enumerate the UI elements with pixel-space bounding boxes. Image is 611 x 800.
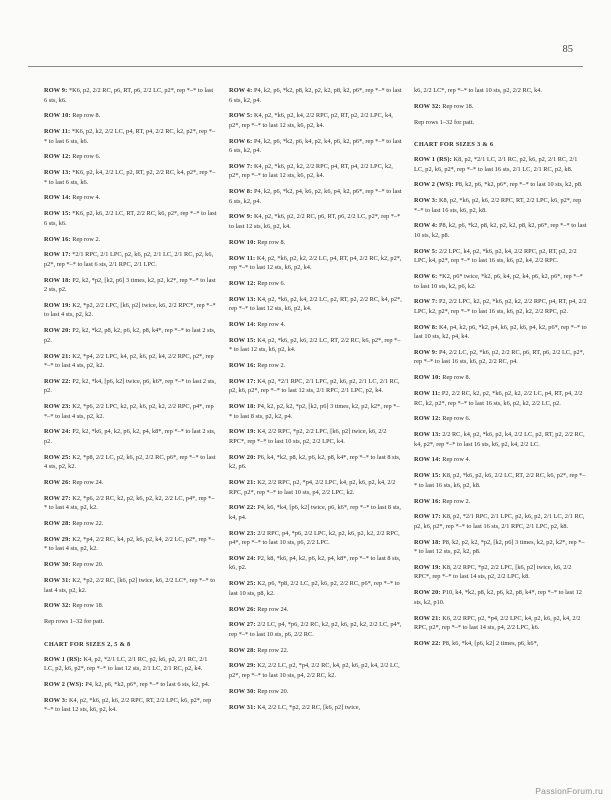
row-instructions: K8, p2, *k6, p2, k6, 2/2 RPC, RT, 2/2 LPC, k6, p2*, rep *–* to last 16 sts, k6, p2, k8. bbox=[414, 197, 582, 214]
pattern-row bbox=[44, 377, 217, 396]
row-label: ROW 17: bbox=[44, 251, 71, 259]
pattern-row bbox=[229, 137, 402, 156]
row-label: ROW 28: bbox=[229, 646, 256, 654]
row-instructions: P4, k2, p6, *k2, p8, k2, p2, k2, p8, k2, p6*, rep *–* to last 6 sts, k2, p4. bbox=[229, 87, 402, 104]
row-label: ROW 5: bbox=[414, 247, 438, 255]
pattern-row bbox=[44, 617, 217, 627]
pattern-row bbox=[229, 579, 402, 598]
row-label: ROW 31: bbox=[229, 703, 256, 711]
row-label: ROW 32: bbox=[414, 102, 441, 110]
row-label: ROW 26: bbox=[44, 479, 71, 487]
row-instructions: 2/2 LPC, k4, p2, *k6, p2, k4, 2/2 RPC, p2, RT, p2, 2/2 LPC, k4, p2*, rep *–* to last 16 sts, k6, p2, k4, 2/2 RPC. bbox=[414, 247, 577, 265]
row-label: ROW 29: bbox=[44, 535, 71, 543]
pattern-row bbox=[414, 471, 587, 490]
pattern-row bbox=[44, 250, 217, 269]
row-instructions: K4, 2/2 RPC, *p2, 2/2 LPC, [k6, p2] twice, k6, 2/2 RPC*, rep *–* to last 10 sts, p2, 2/2 LPC, k4. bbox=[229, 428, 387, 445]
row-label: ROW 30: bbox=[44, 561, 71, 569]
pattern-row bbox=[229, 111, 402, 130]
row-instructions: K2, *p4, 2/2 LPC, k4, p2, k6, p2, k4, 2/2 RPC, p2*, rep *–* to last 4 sts, p2, k2. bbox=[44, 352, 214, 370]
row-instructions: K2, *p8, 2/2 LC, p2, k6, p2, 2/2 RC, p6*, rep *–* to last 4 sts, p2, k2. bbox=[44, 453, 216, 471]
pattern-row bbox=[414, 323, 587, 342]
pattern-row bbox=[414, 563, 587, 582]
pattern-row bbox=[229, 295, 402, 314]
pattern-row bbox=[44, 111, 217, 121]
watermark: PassionForum.ru bbox=[535, 786, 603, 796]
pattern-row bbox=[414, 497, 587, 507]
row-instructions: 2/2 LC, p4, *p6, 2/2 RC, k2, p2, k6, p2, k2, 2/2 LC, p4*, rep *–* to last 10 sts, p6, 2/2 RC. bbox=[229, 621, 402, 638]
pattern-row bbox=[44, 168, 217, 187]
row-instructions: 2/2 RPC, p4, *p6, 2/2 LPC, k2, p2, k6, p2, k2, 2/2 RPC, p4*, rep *–* to last 10 sts, p6, 2/2 LPC. bbox=[229, 529, 400, 547]
pattern-row bbox=[414, 247, 587, 266]
row-instructions: P4, 2/2 LC, p2, *k6, p2, 2/2 RC, p6, RT, p6, 2/2 LC, p2*, rep *–* to last 16 sts, k6, p2, 2/2 RC, p4. bbox=[414, 348, 585, 366]
row-label: ROW 26: bbox=[229, 605, 256, 613]
row-instructions: *K6, p2, k6, 2/2 LC, RT, 2/2 RC, k6, p2*, rep *–* to last 6 sts, k6. bbox=[44, 210, 217, 227]
row-label: ROW 11: bbox=[229, 254, 256, 262]
row-label: ROW 23: bbox=[44, 403, 71, 411]
section-heading: CHART FOR SIZES 2, 5 & 8 bbox=[44, 640, 131, 648]
row-label: ROW 1 (RS): bbox=[414, 156, 452, 164]
row-label: ROW 30: bbox=[229, 687, 256, 695]
row-label: ROW 14: bbox=[414, 456, 441, 464]
row-instructions: Rep row 6. bbox=[255, 279, 286, 287]
row-instructions: P2, 2/2 LPC, k2, p2, *k6, p2, k2, 2/2 RPC, p4, RT, p4, 2/2 LPC, k2, p2*, rep *–* to last 16 sts, k6, p2, k2, 2/2 RPC, p2. bbox=[414, 298, 587, 315]
row-instructions: K2, *p4, 2/2 RC, k4, p2, k6, p2, k4, 2/2 LC, p2*, rep *–* to last 4 sts, p2, k2. bbox=[44, 535, 215, 553]
row-label: ROW 17: bbox=[229, 377, 256, 385]
row-instructions: Rep row 20. bbox=[70, 561, 104, 569]
row-label: ROW 9: bbox=[229, 213, 253, 221]
row-instructions: P10, k4, *k2, p8, k2, p6, k2, p8, k4*, rep *–* to last 12 sts, k2, p10. bbox=[414, 589, 582, 606]
row-instructions: K6, 2/2 RPC, p2, *p4, 2/2 LPC, k4, p2, k6, p2, k4, 2/2 RPC, p2*, rep *–* to last 14 sts, p4, 2/2 LPC, k6. bbox=[414, 614, 581, 632]
row-label: ROW 6: bbox=[229, 137, 253, 145]
pattern-row bbox=[229, 478, 402, 497]
text-columns bbox=[44, 86, 589, 721]
pattern-row bbox=[414, 389, 587, 408]
pattern-row bbox=[229, 377, 402, 396]
row-instructions: *K6, p2, k4, 2/2 LC, p2, RT, p2, 2/2 RC, k4, p2*, rep *–* to last 6 sts, k6. bbox=[44, 169, 216, 186]
row-instructions: Rep row 18. bbox=[440, 102, 474, 110]
row-instructions: P8, k2, p2, k2, *p2, [k2, p6] 3 times, k2, p2, k2*, rep *–* to last 12 sts, p2, k2, p8. bbox=[414, 538, 585, 556]
row-label: ROW 3: bbox=[414, 197, 438, 205]
pattern-row bbox=[229, 402, 402, 421]
pattern-row bbox=[414, 414, 587, 424]
row-label: ROW 18: bbox=[414, 538, 441, 546]
row-instructions: Rep row 2. bbox=[70, 235, 101, 243]
row-label: ROW 5: bbox=[229, 112, 253, 120]
pattern-row bbox=[414, 155, 587, 174]
row-instructions: K2, 2/2 RPC, p2, *p4, 2/2 LPC, k4, p2, k6, p2, k4, 2/2 RPC, p2*, rep *–* to last 10 sts, p4, 2/2 LPC, k2. bbox=[229, 479, 396, 496]
row-label: ROW 13: bbox=[414, 431, 441, 439]
row-instructions: P8, k2, p6, *k2, p8, k2, p2, k2, p8, k2, p6*, rep *–* to last 10 sts, k2, p8. bbox=[414, 222, 587, 239]
row-instructions: K4, p2, *2/1 LC, 2/1 RC, p2, k6, p2, 2/1 RC, 2/1 LC, p2, k6, p2*, rep *–* to last 12 sts, 2/1 LC, 2/1 RC, p2, k4. bbox=[44, 655, 208, 673]
row-label: ROW 9: bbox=[414, 348, 438, 356]
row-instructions: P8, k2, p6, *k2, p6*, rep *–* to last 10 sts, k2, p8. bbox=[453, 181, 583, 189]
row-label: ROW 15: bbox=[44, 210, 71, 218]
pattern-row bbox=[44, 193, 217, 203]
row-instructions: P2, k2, *k2, p8, k2, p6, k2, p8, k4*, rep *–* to last 2 sts, p2. bbox=[44, 327, 216, 344]
row-label: ROW 23: bbox=[229, 529, 256, 537]
pattern-row bbox=[414, 196, 587, 215]
pattern-row bbox=[414, 512, 587, 531]
pattern-row bbox=[229, 279, 402, 289]
row-label: ROW 11: bbox=[44, 128, 71, 136]
row-instructions: P4, k2, p6, *k2, p6*, rep *–* to last 6 sts, k2, p4. bbox=[83, 680, 210, 688]
pattern-row bbox=[44, 535, 217, 554]
pattern-row bbox=[229, 238, 402, 248]
row-label: ROW 16: bbox=[229, 362, 256, 370]
row-instructions: K8, 2/2 RPC, *p2, 2/2 LPC, [k6, p2] twice, k6, 2/2 RPC*, rep *–* to last 14 sts, p2, 2/2 LPC, k8. bbox=[414, 563, 572, 581]
pattern-row bbox=[229, 620, 402, 639]
pattern-row bbox=[229, 361, 402, 371]
row-label: ROW 18: bbox=[44, 276, 71, 284]
pattern-row bbox=[414, 86, 587, 96]
row-label: ROW 8: bbox=[229, 188, 253, 196]
row-instructions: Rep row 18. bbox=[70, 602, 104, 610]
pattern-row bbox=[44, 655, 217, 674]
pattern-row bbox=[414, 118, 587, 128]
row-instructions: K2, *p6, 2/2 LPC, k2, p2, k6, p2, k2, 2/2 RPC, p4*, rep *–* to last 4 sts, p2, k2. bbox=[44, 403, 214, 420]
row-label: ROW 4: bbox=[229, 87, 253, 94]
pattern-row bbox=[414, 272, 587, 291]
row-instructions: K4, p2, *k6, p2, k2, 2/2 LC, p4, RT, p4, 2/2 RC, k2, p2*, rep *–* to last 12 sts, k6, p2, k4. bbox=[229, 254, 402, 272]
pattern-row bbox=[229, 661, 402, 680]
row-instructions: *K6, p2, k2, 2/2 LC, p4, RT, p4, 2/2 RC, k2, p2*, rep *–* to last 6 sts, k6. bbox=[44, 128, 216, 145]
row-instructions: P4, k2, p2, k2, *p2, [k2, p6] 3 times, k2, p2, k2*, rep *–* to last 8 sts, p2, k2, p4. bbox=[229, 403, 400, 420]
row-label: ROW 21: bbox=[229, 479, 256, 487]
row-label: ROW 14: bbox=[44, 194, 71, 202]
row-label: ROW 21: bbox=[44, 352, 71, 360]
row-label: ROW 25: bbox=[229, 580, 256, 588]
row-label: ROW 32: bbox=[44, 602, 71, 610]
row-label: ROW 18: bbox=[229, 403, 256, 411]
row-instructions: *2/1 RPC, 2/1 LPC, p2, k6, p2, 2/1 LC, 2/1 RC, p2, k6, p2*, rep *–* to last 6 sts, 2/1 RPC, 2/1 LPC. bbox=[44, 251, 214, 268]
pattern-row bbox=[44, 276, 217, 295]
row-instructions: *K6, p2, 2/2 RC, p6, RT, p6, 2/2 LC, p2*, rep *–* to last 6 sts, k6. bbox=[44, 87, 214, 104]
row-label: ROW 13: bbox=[229, 295, 256, 303]
row-instructions: K4, p2, *k6, p2, k2, 2/2 RPC, p4, RT, p4, 2/2 LPC, k2, p2*, rep *–* to last 12 sts, k6, p2, k4. bbox=[229, 162, 393, 180]
pattern-row bbox=[229, 453, 402, 472]
row-instructions: K2, *p6, 2/2 RC, k2, p2, k6, p2, k2, 2/2 LC, p4*, rep *–* to last 4 sts, p2, k2. bbox=[44, 494, 215, 512]
pattern-row bbox=[229, 320, 402, 330]
row-instructions: P2, k2, *p2, [k2, p6] 3 times, k2, p2, k2*, rep *–* to last 2 sts, p2. bbox=[44, 276, 216, 294]
pattern-row bbox=[44, 601, 217, 611]
row-label: ROW 12: bbox=[414, 415, 441, 423]
column-middle bbox=[229, 86, 402, 721]
row-instructions: Rep row 2. bbox=[255, 362, 286, 370]
pattern-row bbox=[44, 235, 217, 245]
row-label: ROW 9: bbox=[44, 87, 68, 94]
pattern-row bbox=[44, 519, 217, 529]
pattern-row bbox=[414, 180, 587, 190]
row-label: ROW 19: bbox=[229, 428, 256, 436]
pattern-row bbox=[414, 297, 587, 316]
pattern-row bbox=[414, 221, 587, 240]
row-label: ROW 8: bbox=[414, 323, 438, 331]
pattern-row bbox=[414, 538, 587, 557]
row-label: ROW 20: bbox=[414, 589, 441, 597]
pattern-row bbox=[44, 352, 217, 371]
pattern-row bbox=[44, 127, 217, 146]
pattern-row bbox=[229, 187, 402, 206]
row-label: ROW 3: bbox=[44, 696, 68, 704]
row-instructions: K4, p2, *k6, p2, k4, 2/2 RPC, p2, RT, p2, 2/2 LPC, k4, p2*, rep *–* to last 12 sts, k6, p2, k4. bbox=[229, 112, 393, 129]
pattern-row bbox=[44, 696, 217, 715]
row-instructions: K8, p2, *2/1 RPC, 2/1 LPC, p2, k6, p2, 2/1 LC, 2/1 RC, p2, k6, p2*, rep *–* to last 16 sts, 2/1 RPC, 2/1 LPC, p2, k8. bbox=[414, 513, 585, 530]
row-instructions: Rep row 6. bbox=[70, 153, 101, 161]
pattern-row bbox=[414, 373, 587, 383]
row-label: ROW 19: bbox=[44, 301, 71, 309]
column-right bbox=[414, 86, 587, 721]
row-label: ROW 24: bbox=[229, 554, 256, 562]
row-label: ROW 4: bbox=[414, 222, 438, 230]
row-label: ROW 21: bbox=[414, 614, 441, 622]
row-label: ROW 15: bbox=[414, 472, 441, 480]
row-instructions: Rep row 4. bbox=[70, 194, 101, 202]
row-instructions: K4, 2/2 LC, *p2, 2/2 RC, [k6, p2] twice, bbox=[255, 703, 361, 711]
row-instructions: K4, p2, *k6, p2, k6, 2/2 RPC, RT, 2/2 LPC, k6, p2*, rep *–* to last 12 sts, k6, p2, k4. bbox=[44, 696, 212, 714]
row-instructions: K4, p2, *2/1 RPC, 2/1 LPC, p2, k6, p2, 2/1 LC, 2/1 RC, p2, k6, p2*, rep *–* to last 12 sts, 2/1 RPC, 2/1 LPC, p2, k4. bbox=[229, 377, 400, 395]
pattern-row bbox=[229, 687, 402, 697]
pattern-row bbox=[44, 494, 217, 513]
row-label: ROW 10: bbox=[229, 238, 256, 246]
row-label: ROW 20: bbox=[229, 453, 256, 461]
row-label: ROW 2 (WS): bbox=[44, 680, 84, 688]
row-instructions: Rep row 8. bbox=[440, 374, 471, 382]
row-instructions: Rep row 24. bbox=[255, 605, 289, 613]
row-label: ROW 11: bbox=[414, 390, 441, 398]
pattern-row bbox=[44, 576, 217, 595]
row-instructions: K4, p4, k2, p6, *k2, p4, k6, p2, k6, p4, k2, p6*, rep *–* to last 10 sts, k2, p4, k4. bbox=[414, 323, 587, 341]
row-instructions: Rep row 24. bbox=[70, 479, 104, 487]
row-instructions: P2, k2, *k4, [p6, k2] twice, p6, k6*, rep *–* to last 2 sts, p2. bbox=[44, 377, 216, 395]
column-left bbox=[44, 86, 217, 721]
row-label: ROW 13: bbox=[44, 169, 71, 177]
row-label: ROW 22: bbox=[229, 504, 256, 512]
row-instructions: P4, k2, p6, *k2, p4, k6, p2, k6, p4, k2, p6*, rep *–* to last 6 sts, k2, p4. bbox=[229, 188, 402, 205]
row-instructions: P4, k6, *k4, [p6, k2] twice, p6, k6*, rep *–* to last 8 sts, k4, p4. bbox=[229, 504, 401, 521]
row-label: ROW 14: bbox=[229, 320, 256, 328]
row-instructions: *K2, p6* twice, *k2, p6, k4, p2, k4, p6, k2, p6*, rep *–* to last 10 sts, k2, p6, k2. bbox=[414, 273, 583, 290]
row-label: ROW 19: bbox=[414, 563, 441, 571]
pattern-row bbox=[229, 162, 402, 181]
row-instructions: Rep row 8. bbox=[255, 238, 286, 246]
row-instructions: 2/2 RC, k4, p2, *k6, p2, k4, 2/2 LC, p2, RT, p2, 2/2 RC, k4, p2*, rep *–* to last 16 sts, k6, p2, k4, 2/2 LC. bbox=[414, 431, 585, 448]
row-instructions: Rep row 4. bbox=[440, 456, 471, 464]
row-instructions: K4, p2, *k6, p2, k4, 2/2 LC, p2, RT, p2, 2/2 RC, k4, p2*, rep *–* to last 12 sts, k6, p2, k4. bbox=[229, 295, 402, 313]
row-instructions: P4, k2, p6, *k2, p6, k4, p2, k4, p6, k2, p6*, rep *–* to last 6 sts, k2, p4. bbox=[229, 137, 402, 155]
pattern-row bbox=[44, 453, 217, 472]
pattern-row bbox=[229, 703, 402, 713]
pattern-row bbox=[229, 646, 402, 656]
row-label: ROW 1 (RS): bbox=[44, 655, 82, 663]
pattern-row bbox=[414, 102, 587, 112]
row-instructions: K2, 2/2 LC, p2, *p4, 2/2 RC, k4, p2, k6, p2, k4, 2/2 LC, p2*, rep *–* to last 10 sts, p4, 2/2 RC, k2. bbox=[229, 662, 400, 679]
row-instructions: Rep row 6. bbox=[440, 415, 471, 423]
page-number: 85 bbox=[562, 44, 573, 55]
row-label: ROW 12: bbox=[229, 279, 256, 287]
row-label: ROW 16: bbox=[44, 235, 71, 243]
row-instructions: K8, p2, *2/1 LC, 2/1 RC, p2, k6, p2, 2/1 RC, 2/1 LC, p2, k6, p2*, rep *–* to last 16 sts, 2/1 LC, 2/1 RC, p2, k8. bbox=[414, 156, 578, 173]
row-instructions: Rep row 4. bbox=[255, 320, 286, 328]
pattern-row bbox=[44, 427, 217, 446]
pattern-row bbox=[414, 639, 587, 649]
pattern-row bbox=[414, 614, 587, 633]
pattern-row bbox=[229, 605, 402, 615]
pattern-row bbox=[414, 455, 587, 465]
pattern-row bbox=[229, 503, 402, 522]
row-instructions: Rep row 22. bbox=[255, 646, 289, 654]
pattern-row bbox=[414, 348, 587, 367]
row-instructions: Rep row 8. bbox=[70, 112, 101, 120]
row-instructions: K4, p2, *k6, p2, k6, 2/2 LC, RT, 2/2 RC, k6, p2*, rep *–* to last 12 sts, k6, p2, k4. bbox=[229, 336, 401, 354]
row-instructions: P6, k4, *k2, p8, k2, p6, k2, p8, k4*, rep *–* to last 8 sts, k2, p6. bbox=[229, 453, 401, 471]
row-label: ROW 22: bbox=[414, 639, 441, 647]
row-label: ROW 6: bbox=[414, 273, 438, 281]
row-label: ROW 29: bbox=[229, 662, 256, 670]
row-instructions: k6, 2/2 LC*, rep *–* to last 10 sts, p2, 2/2 RC, k4. bbox=[414, 87, 543, 94]
pattern-row bbox=[44, 209, 217, 228]
pattern-row bbox=[229, 554, 402, 573]
row-label: ROW 27: bbox=[44, 494, 71, 502]
pattern-row bbox=[229, 529, 402, 548]
row-label: ROW 28: bbox=[44, 520, 71, 528]
row-label: ROW 20: bbox=[44, 327, 71, 335]
row-label: ROW 7: bbox=[229, 162, 253, 170]
pattern-row bbox=[229, 212, 402, 231]
row-label: ROW 16: bbox=[414, 497, 441, 505]
row-instructions: Rep rows 1–32 for patt. bbox=[44, 618, 105, 626]
pattern-row bbox=[44, 301, 217, 320]
row-instructions: K8, p2, *k6, p2, k6, 2/2 LC, RT, 2/2 RC, k6, p2*, rep *–* to last 16 sts, k6, p2, k8. bbox=[414, 472, 586, 489]
row-instructions: P2, k8, *k6, p4, k2, p6, k2, p4, k8*, rep *–* to last 8 sts, k6, p2. bbox=[229, 554, 401, 572]
row-instructions: K2, *p2, 2/2 LPC, [k6, p2] twice, k6, 2/2 RPC*, rep *–* to last 4 sts, p2, k2. bbox=[44, 301, 216, 319]
row-instructions: K4, p2, *k6, p2, 2/2 RC, p6, RT, p6, 2/2 LC, p2*, rep *–* to last 12 sts, k6, p2, k4. bbox=[229, 213, 401, 230]
row-label: ROW 22: bbox=[44, 377, 71, 385]
row-instructions: Rep row 20. bbox=[255, 687, 289, 695]
section-heading: CHART FOR SIZES 3 & 6 bbox=[414, 141, 494, 149]
pattern-row bbox=[44, 152, 217, 162]
row-label: ROW 17: bbox=[414, 513, 441, 521]
pattern-row bbox=[414, 430, 587, 449]
row-instructions: P2, k2, *k6, p4, k2, p6, k2, p4, k8*, rep *–* to last 2 sts, p2. bbox=[44, 428, 216, 445]
row-instructions: Rep row 22. bbox=[70, 520, 104, 528]
row-label: ROW 7: bbox=[414, 298, 438, 306]
pattern-row bbox=[44, 478, 217, 488]
pattern-row bbox=[229, 336, 402, 355]
pattern-row bbox=[44, 326, 217, 345]
row-instructions: K2, p6, *p8, 2/2 LC, p2, k6, p2, 2/2 RC, p6*, rep *–* to last 10 sts, p8, k2. bbox=[229, 580, 400, 597]
pattern-row bbox=[414, 588, 587, 607]
row-label: ROW 10: bbox=[44, 112, 71, 120]
row-label: ROW 2 (WS): bbox=[414, 181, 454, 189]
row-label: ROW 10: bbox=[414, 374, 441, 382]
pattern-row bbox=[229, 427, 402, 446]
pattern-row bbox=[44, 86, 217, 105]
pattern-row bbox=[229, 86, 402, 105]
pattern-row bbox=[44, 560, 217, 570]
pattern-row bbox=[44, 402, 217, 421]
row-instructions: Rep row 2. bbox=[440, 497, 471, 505]
pattern-row bbox=[229, 254, 402, 273]
row-instructions: Rep rows 1–32 for patt. bbox=[414, 118, 475, 126]
row-label: ROW 24: bbox=[44, 428, 71, 436]
row-instructions: P8, k6, *k4, [p6, k2] 2 times, p6, k6*, bbox=[440, 639, 539, 647]
row-instructions: P2, 2/2 RC, k2, p2, *k6, p2, k2, 2/2 LC, p4, RT, p4, 2/2 RC, k2, p2*, rep *–* to last 16 sts, k6, p2, k2, 2/2 LC, p2. bbox=[414, 390, 583, 407]
row-label: ROW 27: bbox=[229, 621, 256, 629]
row-label: ROW 15: bbox=[229, 336, 256, 344]
row-label: ROW 31: bbox=[44, 577, 71, 585]
row-instructions: K2, *p2, 2/2 RC, [k6, p2] twice, k6, 2/2 LC*, rep *–* to last 4 sts, p2, k2. bbox=[44, 577, 216, 594]
row-label: ROW 12: bbox=[44, 153, 71, 161]
row-label: ROW 25: bbox=[44, 453, 71, 461]
header-rule bbox=[28, 66, 583, 67]
pattern-row bbox=[44, 680, 217, 690]
